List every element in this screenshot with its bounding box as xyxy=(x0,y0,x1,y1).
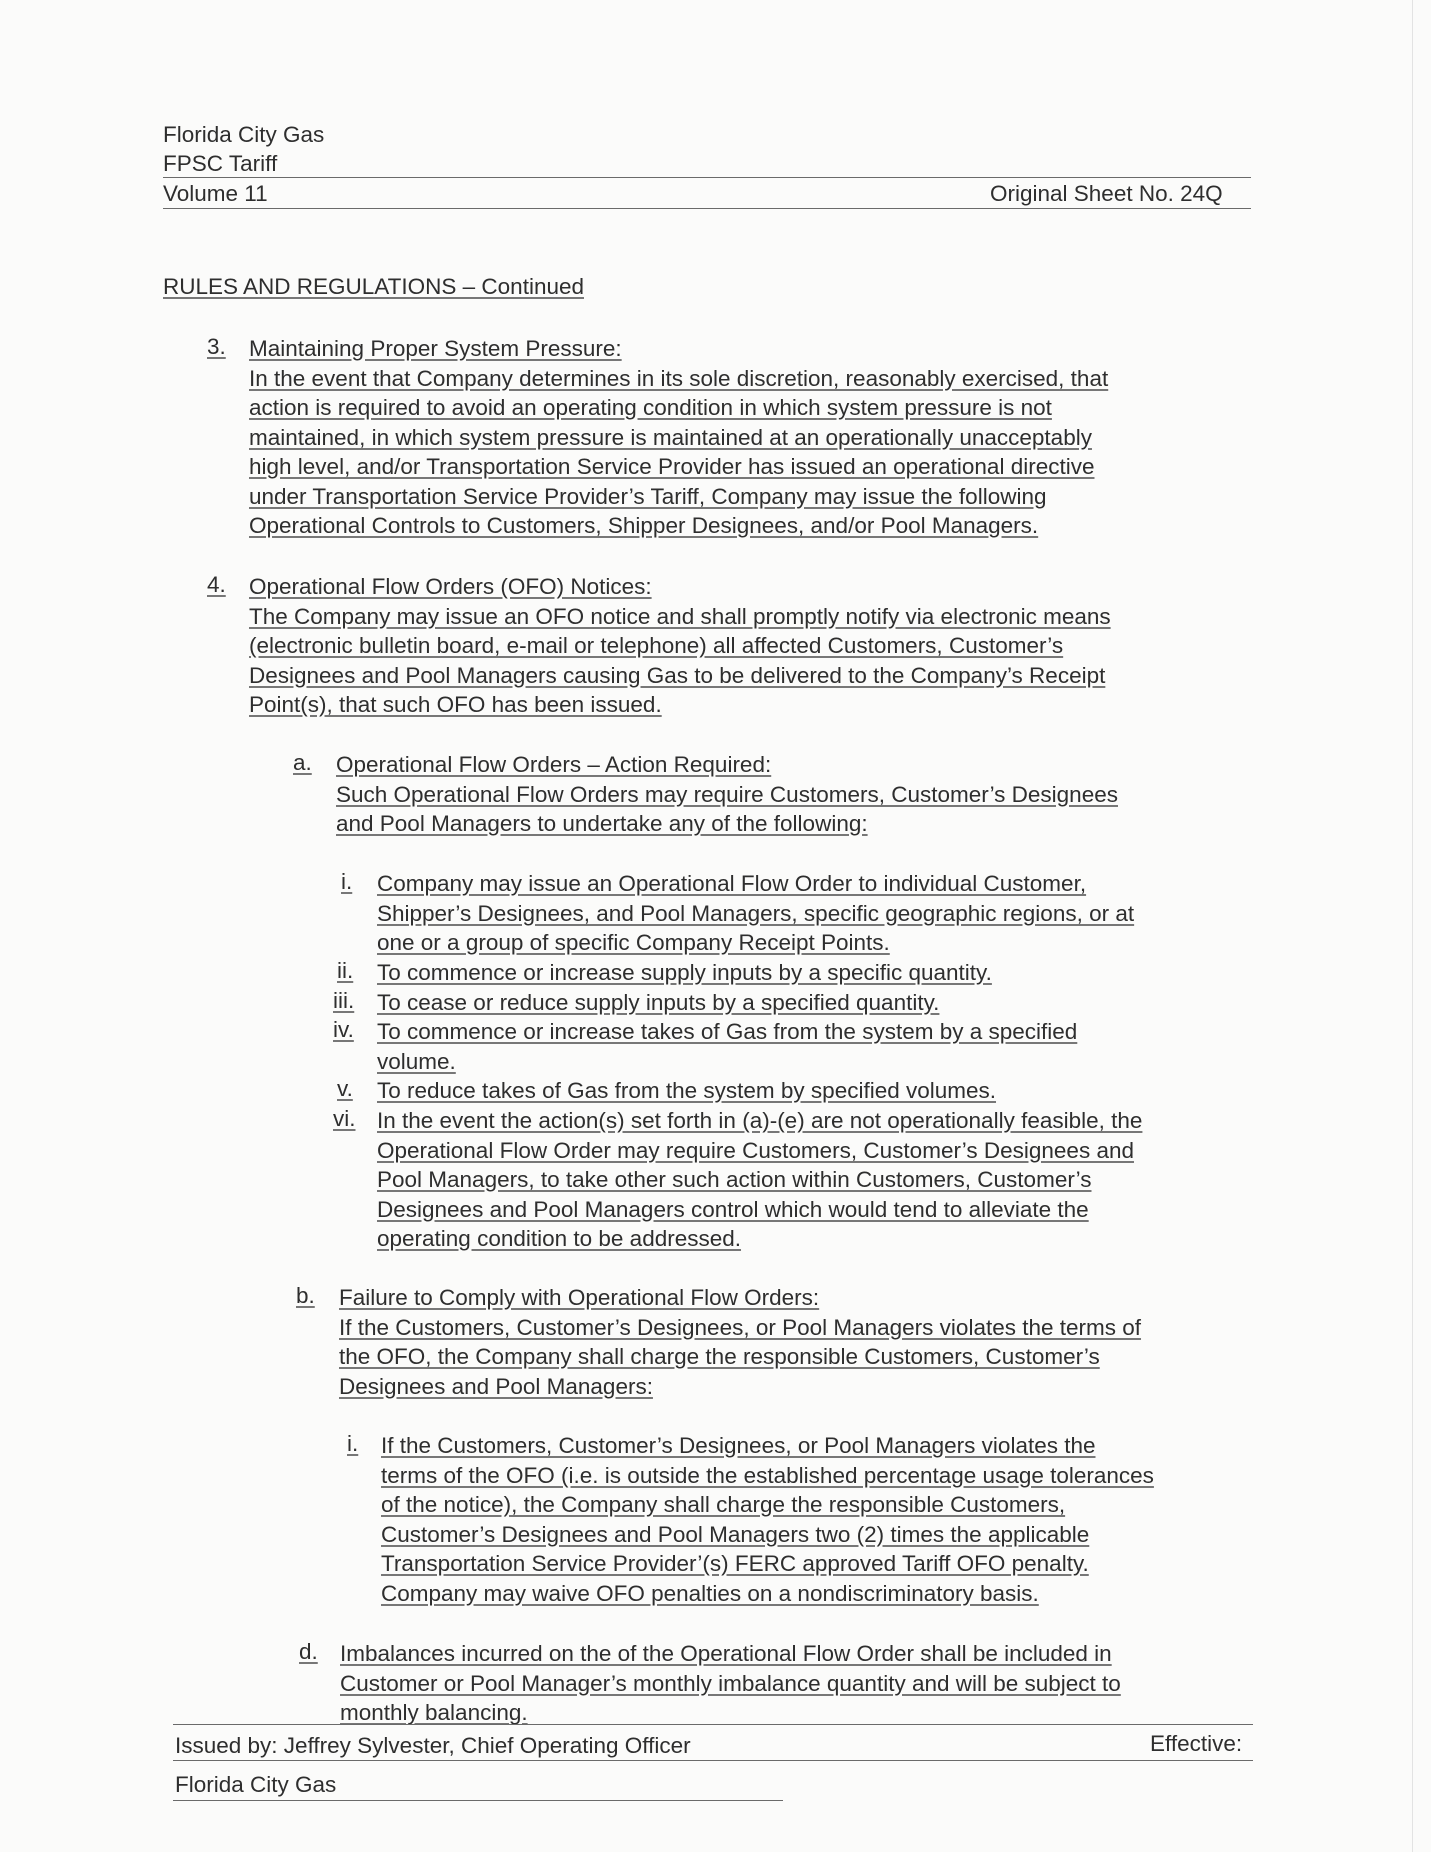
item-4-line: Point(s), that such OFO has been issued. xyxy=(249,692,662,717)
footer-rule-mid xyxy=(173,1760,1253,1761)
item-4a-vi-line: Designees and Pool Managers control which would tend to alleviate the xyxy=(377,1196,1089,1222)
item-4-line: Designees and Pool Managers causing Gas to be delivered to the Company’s Receipt xyxy=(249,662,1106,688)
item-3-block xyxy=(249,334,1108,541)
header-volume: Volume 11 xyxy=(163,181,268,206)
header-sheet-number: Original Sheet No. 24Q xyxy=(990,181,1223,206)
item-3-line: In the event that Company determines in its sole discretion, reasonably exercised, that xyxy=(249,365,1109,391)
footer-rule-bottom xyxy=(173,1800,783,1801)
item-4a-v-block xyxy=(377,1076,996,1106)
item-4a-iv-line: To commence or increase takes of Gas from the system by a specified xyxy=(377,1019,1078,1044)
item-4a-i-number: i. xyxy=(341,869,353,894)
item-4a-iv-number: iv. xyxy=(333,1017,354,1042)
item-4b-line: If the Customers, Customer’s Designees, or Pool Managers violates the terms of xyxy=(339,1314,1142,1340)
item-4a-vi-line: In the event the action(s) set forth in (a)-(e) are not operationally feasible, the xyxy=(377,1108,1143,1133)
footer-issued-by: Issued by: Jeffrey Sylvester, Chief Operating Officer xyxy=(175,1733,691,1758)
item-4b-letter: b. xyxy=(296,1283,315,1308)
item-4a-ii-block xyxy=(377,958,992,988)
item-4a-title: Operational Flow Orders – Action Required: xyxy=(336,752,772,777)
item-4a-vi-line: Pool Managers, to take other such action within Customers, Customer’s xyxy=(377,1167,1092,1192)
item-4b-title: Failure to Comply with Operational Flow Orders: xyxy=(339,1285,820,1310)
item-3-line: maintained, in which system pressure is maintained at an operationally unacceptably xyxy=(249,424,1092,450)
item-4b-i-line: Customer’s Designees and Pool Managers two (2) times the applicable xyxy=(381,1521,1090,1547)
item-3-number: 3. xyxy=(207,334,226,359)
item-4b-i-number: i. xyxy=(347,1431,359,1456)
item-4a-ii-line: To commence or increase supply inputs by a specific quantity. xyxy=(377,960,992,985)
header-company: Florida City Gas xyxy=(163,122,325,147)
item-4a-i-line: Shipper’s Designees, and Pool Managers, specific geographic regions, or at xyxy=(377,900,1135,926)
item-4a-v-number: v. xyxy=(337,1076,353,1101)
item-4a-i-block xyxy=(377,869,1134,958)
item-4a-vi-line: Operational Flow Order may require Customers, Customer’s Designees and xyxy=(377,1137,1134,1163)
item-4a-v-line: To reduce takes of Gas from the system by specified volumes. xyxy=(377,1078,997,1103)
item-4b-i-line: If the Customers, Customer’s Designees, or Pool Managers violates the xyxy=(381,1433,1096,1458)
header-rule-1 xyxy=(163,177,1251,178)
item-3-line: action is required to avoid an operating condition in which system pressure is not xyxy=(249,395,1052,420)
item-3-title: Maintaining Proper System Pressure: xyxy=(249,336,622,361)
item-4b-block xyxy=(339,1283,1141,1401)
item-3-line: high level, and/or Transportation Service Provider has issued an operational directive xyxy=(249,454,1095,479)
item-3-line: under Transportation Service Provider’s Tariff, Company may issue the following xyxy=(249,483,1047,509)
item-4d-line: Imbalances incurred on the of the Operational Flow Order shall be included in xyxy=(340,1641,1112,1666)
item-4a-iii-block xyxy=(377,988,939,1018)
item-4a-ii-number: ii. xyxy=(337,958,354,983)
item-4b-i-line: Transportation Service Provider’(s) FERC approved Tariff OFO penalty. xyxy=(381,1551,1089,1576)
item-4a-iii-line: To cease or reduce supply inputs by a specified quantity. xyxy=(377,990,940,1015)
item-4-title: Operational Flow Orders (OFO) Notices: xyxy=(249,574,652,599)
item-4a-i-line: one or a group of specific Company Receipt Points. xyxy=(377,930,890,955)
item-4-number: 4. xyxy=(207,572,226,597)
item-4a-i-line: Company may issue an Operational Flow Order to individual Customer, xyxy=(377,871,1087,896)
item-4d-line: monthly balancing. xyxy=(340,1700,528,1725)
item-4-line: The Company may issue an OFO notice and shall promptly notify via electronic means xyxy=(249,603,1111,629)
item-4d-block xyxy=(340,1639,1121,1728)
item-4a-vi-line: operating condition to be addressed. xyxy=(377,1226,742,1251)
item-3-line: Operational Controls to Customers, Shipper Designees, and/or Pool Managers. xyxy=(249,513,1039,538)
item-4b-line: Designees and Pool Managers: xyxy=(339,1373,653,1399)
item-4d-letter: d. xyxy=(299,1639,318,1664)
item-4a-line: Such Operational Flow Orders may require Customers, Customer’s Designees xyxy=(336,781,1118,807)
item-4a-line: and Pool Managers to undertake any of the following: xyxy=(336,811,868,836)
header-tariff: FPSC Tariff xyxy=(163,151,278,176)
item-4-line: (electronic bulletin board, e-mail or telephone) all affected Customers, Customer’s xyxy=(249,633,1064,658)
item-4a-block xyxy=(336,750,1118,839)
item-4b-i-line: Company may waive OFO penalties on a nondiscriminatory basis. xyxy=(381,1580,1039,1606)
footer-effective: Effective: xyxy=(1150,1731,1243,1756)
item-4a-iii-number: iii. xyxy=(333,988,355,1013)
item-4a-iv-line: volume. xyxy=(377,1048,456,1074)
item-4b-i-block xyxy=(381,1431,1154,1608)
item-4a-vi-block xyxy=(377,1106,1142,1254)
header-rule-2 xyxy=(163,208,1251,209)
item-4b-i-line: of the notice), the Company shall charge the responsible Customers, xyxy=(381,1492,1066,1517)
item-4a-vi-number: vi. xyxy=(333,1106,356,1131)
scan-edge xyxy=(1412,0,1413,1852)
item-4b-i-line: terms of the OFO (i.e. is outside the established percentage usage tolerances xyxy=(381,1462,1154,1488)
item-4b-line: the OFO, the Company shall charge the responsible Customers, Customer’s xyxy=(339,1344,1100,1369)
footer-rule-top xyxy=(173,1724,1253,1725)
item-4d-line: Customer or Pool Manager’s monthly imbalance quantity and will be subject to xyxy=(340,1670,1121,1696)
item-4a-letter: a. xyxy=(293,750,312,775)
footer-company: Florida City Gas xyxy=(175,1772,337,1797)
item-4a-iv-block xyxy=(377,1017,1077,1076)
item-4-block xyxy=(249,572,1111,720)
section-title: RULES AND REGULATIONS – Continued xyxy=(163,274,584,299)
